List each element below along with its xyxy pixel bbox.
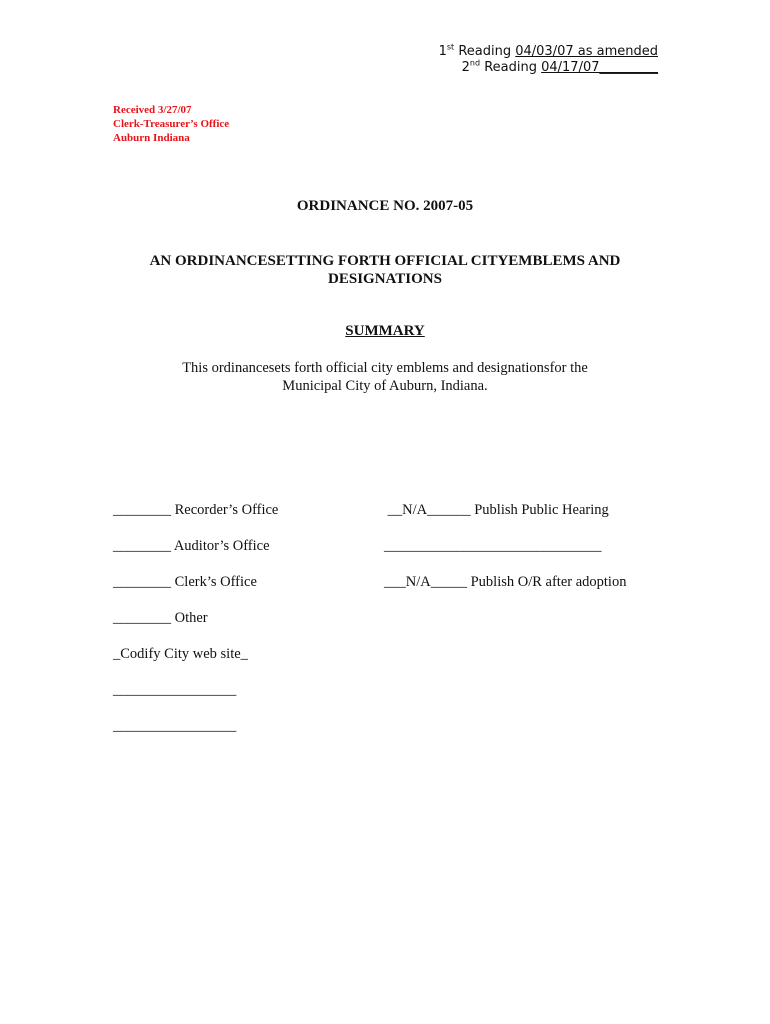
summary-heading: SUMMARY bbox=[345, 323, 425, 339]
received-location: Auburn Indiana bbox=[113, 132, 190, 144]
first-reading-suffix: st bbox=[446, 42, 455, 52]
distribution-blank-line-1: _________________ bbox=[113, 682, 237, 698]
summary-text bbox=[0, 359, 770, 395]
blank-signature-line: ______________________________ bbox=[384, 538, 602, 554]
publish-public-hearing: __N/A______ Publish Public Hearing bbox=[384, 502, 609, 518]
publish-after-adoption: ___N/A_____ Publish O/R after adoption bbox=[384, 574, 627, 590]
distribution-blank-line-2: _________________ bbox=[113, 718, 237, 734]
received-date: Received 3/27/07 bbox=[113, 104, 192, 116]
received-office: Clerk-Treasurer’s Office bbox=[113, 118, 230, 130]
second-reading-label: Reading bbox=[480, 60, 542, 75]
second-reading-date: 04/17/07_________ bbox=[541, 60, 658, 75]
second-reading bbox=[439, 60, 658, 76]
ordinance-title bbox=[0, 252, 770, 288]
distribution-auditors-office: ________ Auditor’s Office bbox=[113, 538, 270, 554]
first-reading-ordinal: 1 bbox=[438, 44, 447, 59]
distribution-codify-web-site: _Codify City web site_ bbox=[113, 646, 248, 662]
second-reading-suffix: nd bbox=[469, 58, 481, 68]
first-reading-date: 04/03/07 as amended bbox=[515, 44, 658, 59]
summary-line-2: Municipal City of Auburn, Indiana. bbox=[282, 378, 488, 394]
received-stamp bbox=[113, 103, 229, 145]
ordinance-title-line-2: DESIGNATIONS bbox=[328, 271, 442, 287]
ordinance-title-line-1: AN ORDINANCESETTING FORTH OFFICIAL CITYEMBLEMS AND bbox=[149, 253, 621, 269]
distribution-list-left bbox=[113, 501, 278, 753]
ordinance-number: ORDINANCE NO. 2007-05 bbox=[296, 198, 474, 214]
distribution-clerks-office: ________ Clerk’s Office bbox=[113, 574, 257, 590]
distribution-list-right bbox=[384, 501, 626, 609]
reading-dates bbox=[439, 44, 658, 76]
distribution-other: ________ Other bbox=[113, 610, 208, 626]
distribution-recorders-office: ________ Recorder’s Office bbox=[113, 502, 279, 518]
first-reading-label: Reading bbox=[454, 44, 516, 59]
first-reading bbox=[439, 44, 658, 60]
second-reading-ordinal: 2 bbox=[461, 60, 470, 75]
summary-line-1: This ordinancesets forth official city emblems and designationsfor the bbox=[182, 360, 588, 376]
